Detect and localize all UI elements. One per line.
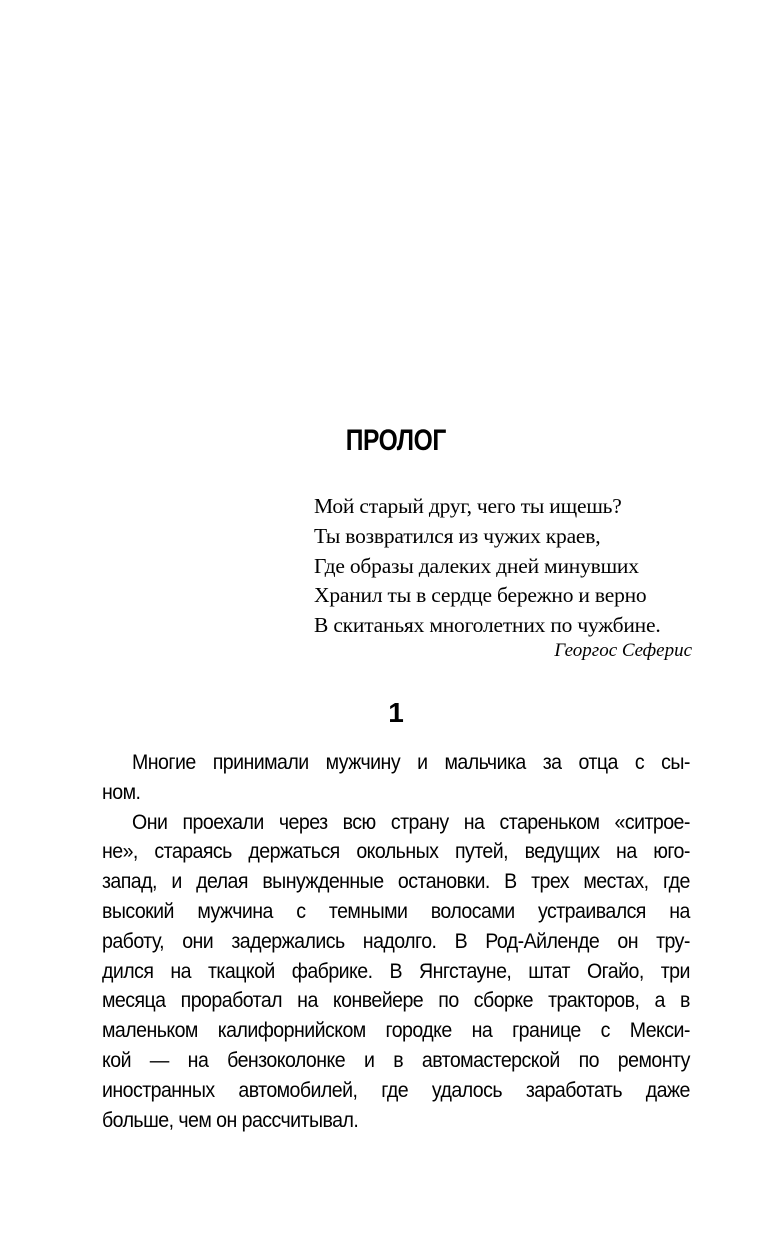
text-line: Многие принимали мужчину и мальчика за отца с сы-	[132, 750, 690, 774]
chapter-number: 1	[388, 697, 404, 728]
epigraph	[314, 492, 661, 641]
epigraph-line: Ты возвратился из чужих краев,	[314, 523, 601, 548]
epigraph-author: Георгос Сеферис	[554, 640, 692, 661]
chapter-title: ПРОЛОГ	[345, 424, 446, 457]
epigraph-line: Где образы далеких дней минувших	[314, 553, 639, 578]
text-line: больше, чем он рассчитывал.	[102, 1107, 359, 1132]
text-line: кой — на бензоколонке и в автомастерской по ремонту	[102, 1047, 690, 1072]
body-text	[102, 748, 690, 1135]
epigraph-line: В скитаньях многолетних по чужбине.	[314, 613, 661, 638]
epigraph-line: Хранил ты в сердце бережно и верно	[314, 583, 647, 608]
text-line: Они проехали через всю страну на стареньком «ситрое-	[132, 809, 690, 834]
text-line: ном.	[102, 779, 141, 804]
text-line: иностранных автомобилей, где удалось заработать даже	[102, 1077, 690, 1102]
text-line: высокий мужчина с темными волосами устраивался на	[102, 898, 690, 923]
text-line: дился на ткацкой фабрике. В Янгстауне, штат Огайо, три	[102, 958, 690, 983]
text-line: запад, и делая вынужденные остановки. В трех местах, где	[102, 869, 690, 894]
text-line: маленьком калифорнийском городке на границе с Мекси-	[102, 1018, 690, 1043]
epigraph-line: Мой старый друг, чего ты ищешь?	[314, 494, 622, 518]
text-line: работу, они задержались надолго. В Род-Айленде он тру-	[102, 928, 690, 953]
text-line: месяца проработал на конвейере по сборке тракторов, а в	[102, 988, 690, 1013]
text-line: не», стараясь держаться окольных путей, ведущих на юго-	[102, 839, 690, 864]
